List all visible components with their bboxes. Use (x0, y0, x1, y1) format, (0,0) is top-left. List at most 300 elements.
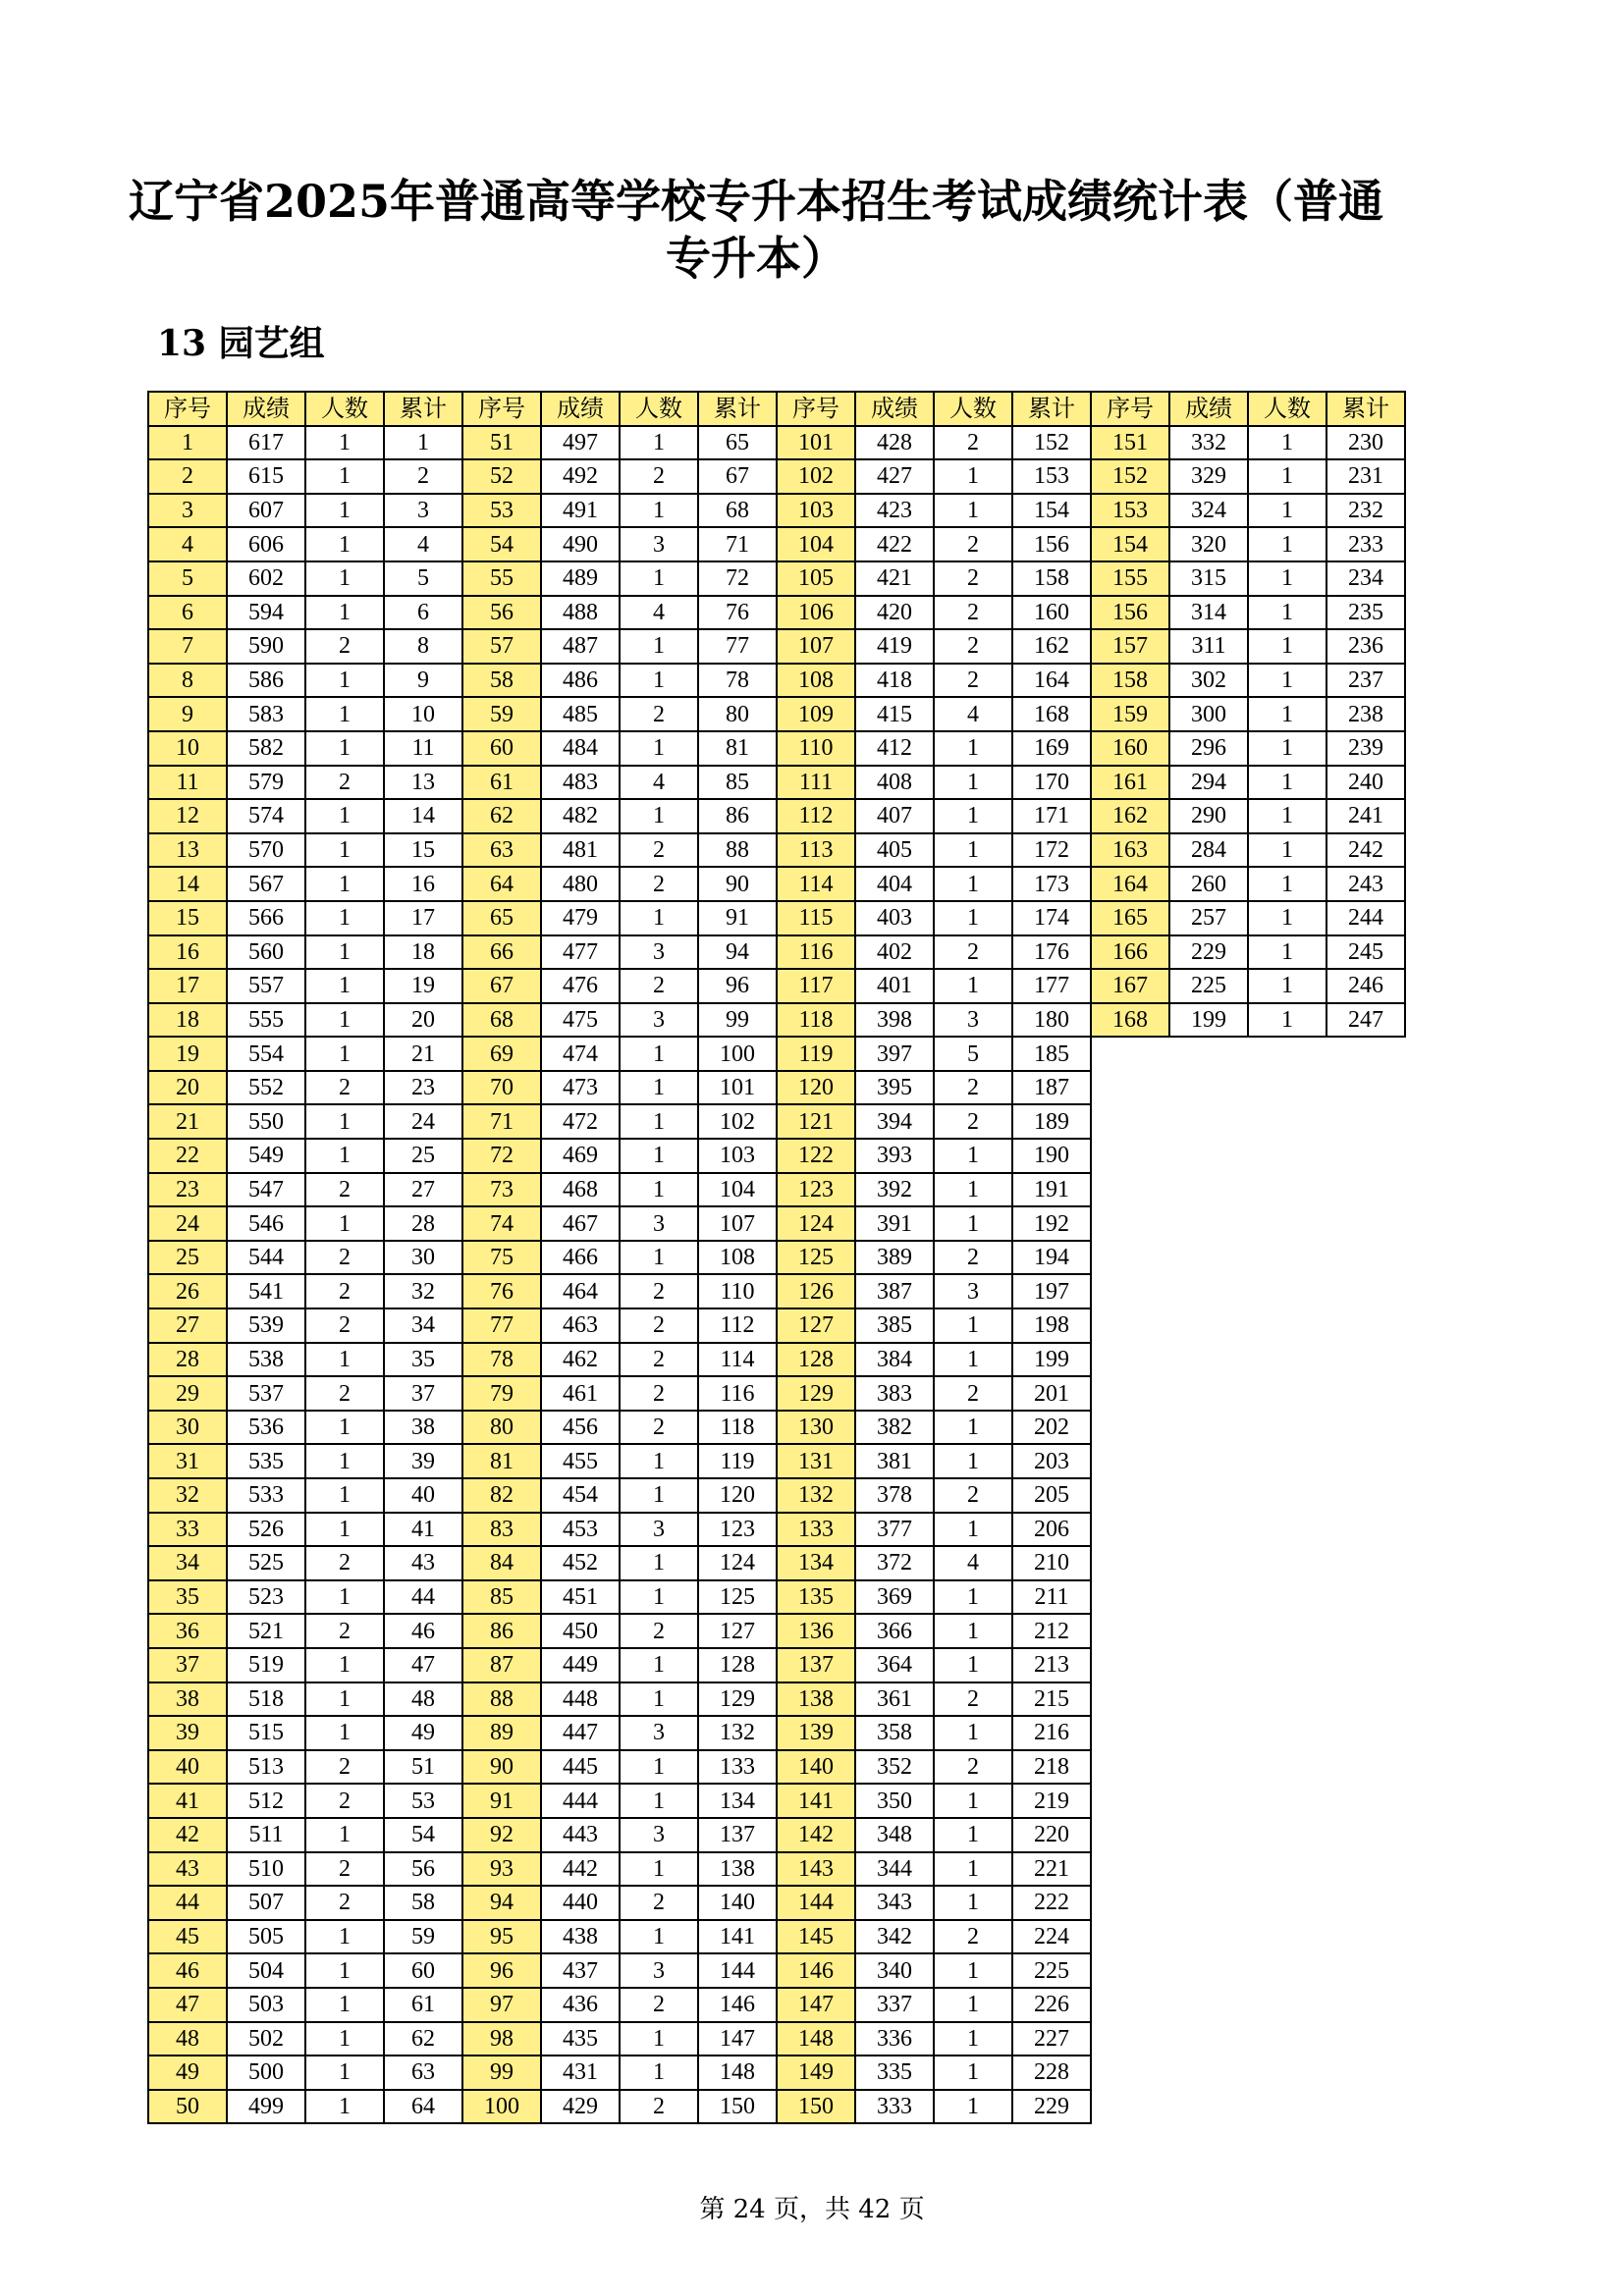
cumulative-cell: 133 (698, 1750, 777, 1785)
seq-cell: 71 (462, 1104, 541, 1139)
count-cell: 1 (934, 1784, 1012, 1818)
seq-cell: 122 (777, 1139, 855, 1173)
seq-cell: 98 (462, 2022, 541, 2056)
seq-cell: 62 (462, 799, 541, 833)
score-cell: 398 (855, 1003, 934, 1038)
seq-cell: 138 (777, 1682, 855, 1717)
seq-cell: 51 (462, 426, 541, 460)
table-row (777, 1513, 1091, 1547)
table-row (462, 1376, 777, 1411)
count-cell: 1 (1248, 561, 1326, 596)
table-row (462, 1953, 777, 1988)
cumulative-cell: 8 (384, 629, 462, 664)
count-cell: 1 (620, 664, 698, 698)
table-row (462, 1513, 777, 1547)
table-row (462, 697, 777, 731)
table-row (148, 1071, 462, 1105)
score-cell: 491 (541, 494, 620, 528)
seq-cell: 92 (462, 1818, 541, 1852)
seq-cell: 131 (777, 1444, 855, 1478)
count-cell: 1 (305, 1716, 384, 1750)
count-cell: 1 (934, 1818, 1012, 1852)
count-cell: 2 (934, 426, 1012, 460)
seq-cell: 149 (777, 2056, 855, 2090)
score-cell: 397 (855, 1037, 934, 1071)
score-cell: 499 (227, 2090, 305, 2124)
table-row (462, 1343, 777, 1377)
score-cell: 431 (541, 2056, 620, 2090)
count-cell: 1 (620, 901, 698, 935)
table-row (462, 799, 777, 833)
count-cell: 1 (934, 1716, 1012, 1750)
score-cell: 300 (1169, 697, 1248, 731)
count-cell: 4 (620, 596, 698, 630)
cumulative-cell: 154 (1012, 494, 1091, 528)
score-cell: 428 (855, 426, 934, 460)
score-cell: 480 (541, 867, 620, 901)
cumulative-cell: 90 (698, 867, 777, 901)
seq-cell: 111 (777, 766, 855, 800)
score-cell: 560 (227, 935, 305, 970)
count-cell: 2 (934, 629, 1012, 664)
cumulative-cell: 13 (384, 766, 462, 800)
score-cell: 566 (227, 901, 305, 935)
score-cell: 329 (1169, 459, 1248, 494)
count-cell: 4 (620, 766, 698, 800)
count-cell: 2 (934, 561, 1012, 596)
table-row (777, 2056, 1091, 2090)
seq-cell: 43 (148, 1852, 227, 1887)
cumulative-cell: 231 (1326, 459, 1405, 494)
score-cell: 383 (855, 1376, 934, 1411)
cumulative-cell: 247 (1326, 1003, 1405, 1038)
cumulative-cell: 229 (1012, 2090, 1091, 2124)
table-row (462, 1546, 777, 1580)
seq-cell: 94 (462, 1886, 541, 1920)
header-cumulative: 累计 (698, 392, 777, 426)
seq-cell: 3 (148, 494, 227, 528)
score-cell: 606 (227, 527, 305, 561)
seq-cell: 25 (148, 1241, 227, 1275)
table-row (148, 1886, 462, 1920)
count-cell: 1 (305, 1580, 384, 1615)
seq-cell: 160 (1091, 731, 1169, 766)
count-cell: 1 (1248, 935, 1326, 970)
table-row (462, 1818, 777, 1852)
score-cell: 472 (541, 1104, 620, 1139)
cumulative-cell: 168 (1012, 697, 1091, 731)
table-row (148, 494, 462, 528)
score-cell: 489 (541, 561, 620, 596)
seq-cell: 93 (462, 1852, 541, 1887)
cumulative-cell: 203 (1012, 1444, 1091, 1478)
score-cell: 385 (855, 1308, 934, 1343)
header-row (777, 392, 1091, 426)
cumulative-cell: 86 (698, 799, 777, 833)
table-row (1091, 833, 1405, 868)
table-row (462, 833, 777, 868)
score-cell: 369 (855, 1580, 934, 1615)
score-cell: 387 (855, 1274, 934, 1308)
seq-cell: 112 (777, 799, 855, 833)
cumulative-cell: 147 (698, 2022, 777, 2056)
score-table-block-4 (1090, 391, 1406, 1038)
cumulative-cell: 194 (1012, 1241, 1091, 1275)
table-row (777, 1173, 1091, 1207)
seq-cell: 35 (148, 1580, 227, 1615)
seq-cell: 27 (148, 1308, 227, 1343)
cumulative-cell: 1 (384, 426, 462, 460)
count-cell: 2 (305, 1071, 384, 1105)
table-row (462, 1580, 777, 1615)
count-cell: 1 (305, 1478, 384, 1513)
table-row (462, 494, 777, 528)
table-row (777, 596, 1091, 630)
count-cell: 1 (620, 426, 698, 460)
count-cell: 1 (934, 867, 1012, 901)
count-cell: 1 (305, 1920, 384, 1954)
score-cell: 314 (1169, 596, 1248, 630)
seq-cell: 1 (148, 426, 227, 460)
cumulative-cell: 213 (1012, 1648, 1091, 1682)
seq-cell: 115 (777, 901, 855, 935)
cumulative-cell: 201 (1012, 1376, 1091, 1411)
score-cell: 519 (227, 1648, 305, 1682)
cumulative-cell: 114 (698, 1343, 777, 1377)
table-row (148, 1818, 462, 1852)
seq-cell: 53 (462, 494, 541, 528)
table-row (777, 1580, 1091, 1615)
header-seq: 序号 (148, 392, 227, 426)
seq-cell: 8 (148, 664, 227, 698)
table-row (777, 766, 1091, 800)
score-cell: 440 (541, 1886, 620, 1920)
count-cell: 3 (934, 1274, 1012, 1308)
table-row (148, 1241, 462, 1275)
cumulative-cell: 242 (1326, 833, 1405, 868)
table-row (777, 1784, 1091, 1818)
score-cell: 260 (1169, 867, 1248, 901)
table-row (777, 1037, 1091, 1071)
score-cell: 442 (541, 1852, 620, 1887)
count-cell: 1 (1248, 664, 1326, 698)
cumulative-cell: 169 (1012, 731, 1091, 766)
count-cell: 1 (305, 731, 384, 766)
score-cell: 427 (855, 459, 934, 494)
score-cell: 507 (227, 1886, 305, 1920)
cumulative-cell: 171 (1012, 799, 1091, 833)
cumulative-cell: 99 (698, 1003, 777, 1038)
table-row (1091, 1003, 1405, 1038)
table-row (777, 1920, 1091, 1954)
count-cell: 1 (934, 833, 1012, 868)
count-cell: 1 (1248, 1003, 1326, 1038)
count-cell: 1 (1248, 901, 1326, 935)
score-cell: 479 (541, 901, 620, 935)
seq-cell: 61 (462, 766, 541, 800)
count-cell: 1 (934, 731, 1012, 766)
seq-cell: 95 (462, 1920, 541, 1954)
score-cell: 429 (541, 2090, 620, 2124)
count-cell: 1 (1248, 494, 1326, 528)
score-table-block-3 (776, 391, 1092, 2124)
table-row (1091, 969, 1405, 1003)
seq-cell: 158 (1091, 664, 1169, 698)
table-row (777, 1750, 1091, 1785)
score-cell: 447 (541, 1716, 620, 1750)
seq-cell: 164 (1091, 867, 1169, 901)
score-cell: 485 (541, 697, 620, 731)
seq-cell: 7 (148, 629, 227, 664)
table-row (148, 1784, 462, 1818)
table-row (148, 1614, 462, 1648)
score-cell: 555 (227, 1003, 305, 1038)
table-row (1091, 697, 1405, 731)
table-row (462, 1071, 777, 1105)
count-cell: 1 (1248, 867, 1326, 901)
count-cell: 2 (934, 935, 1012, 970)
cumulative-cell: 197 (1012, 1274, 1091, 1308)
score-cell: 324 (1169, 494, 1248, 528)
score-cell: 199 (1169, 1003, 1248, 1038)
seq-cell: 91 (462, 1784, 541, 1818)
seq-cell: 154 (1091, 527, 1169, 561)
seq-cell: 136 (777, 1614, 855, 1648)
cumulative-cell: 6 (384, 596, 462, 630)
score-cell: 407 (855, 799, 934, 833)
score-cell: 492 (541, 459, 620, 494)
table-row (777, 1139, 1091, 1173)
count-cell: 1 (934, 1444, 1012, 1478)
cumulative-cell: 148 (698, 2056, 777, 2090)
count-cell: 1 (305, 1953, 384, 1988)
table-row (777, 969, 1091, 1003)
cumulative-cell: 146 (698, 1988, 777, 2022)
table-row (462, 1206, 777, 1241)
count-cell: 1 (934, 1343, 1012, 1377)
table-row (1091, 901, 1405, 935)
count-cell: 1 (620, 1241, 698, 1275)
table-row (1091, 766, 1405, 800)
count-cell: 1 (934, 2090, 1012, 2124)
table-row (148, 1274, 462, 1308)
count-cell: 1 (305, 1139, 384, 1173)
seq-cell: 54 (462, 527, 541, 561)
score-cell: 567 (227, 867, 305, 901)
score-cell: 452 (541, 1546, 620, 1580)
count-cell: 1 (620, 1852, 698, 1887)
cumulative-cell: 170 (1012, 766, 1091, 800)
count-cell: 1 (934, 1308, 1012, 1343)
seq-cell: 23 (148, 1173, 227, 1207)
score-cell: 294 (1169, 766, 1248, 800)
count-cell: 1 (934, 1886, 1012, 1920)
count-cell: 2 (934, 527, 1012, 561)
seq-cell: 48 (148, 2022, 227, 2056)
score-cell: 448 (541, 1682, 620, 1717)
header-count: 人数 (1248, 392, 1326, 426)
table-row (462, 1648, 777, 1682)
count-cell: 4 (934, 697, 1012, 731)
table-row (148, 1750, 462, 1785)
seq-cell: 96 (462, 1953, 541, 1988)
table-row (148, 1478, 462, 1513)
seq-cell: 12 (148, 799, 227, 833)
count-cell: 1 (305, 459, 384, 494)
score-cell: 466 (541, 1241, 620, 1275)
seq-cell: 32 (148, 1478, 227, 1513)
count-cell: 2 (620, 1274, 698, 1308)
table-row (777, 1852, 1091, 1887)
table-row (148, 901, 462, 935)
seq-cell: 146 (777, 1953, 855, 1988)
cumulative-cell: 220 (1012, 1818, 1091, 1852)
cumulative-cell: 91 (698, 901, 777, 935)
seq-cell: 167 (1091, 969, 1169, 1003)
score-cell: 302 (1169, 664, 1248, 698)
table-row (777, 527, 1091, 561)
count-cell: 2 (620, 867, 698, 901)
score-cell: 523 (227, 1580, 305, 1615)
cumulative-cell: 21 (384, 1037, 462, 1071)
seq-cell: 155 (1091, 561, 1169, 596)
seq-cell: 77 (462, 1308, 541, 1343)
cumulative-cell: 15 (384, 833, 462, 868)
cumulative-cell: 152 (1012, 426, 1091, 460)
count-cell: 2 (620, 2090, 698, 2124)
table-row (462, 1852, 777, 1887)
score-cell: 337 (855, 1988, 934, 2022)
cumulative-cell: 198 (1012, 1308, 1091, 1343)
count-cell: 1 (934, 2056, 1012, 2090)
count-cell: 1 (934, 494, 1012, 528)
count-cell: 1 (934, 969, 1012, 1003)
seq-cell: 134 (777, 1546, 855, 1580)
score-cell: 455 (541, 1444, 620, 1478)
score-cell: 462 (541, 1343, 620, 1377)
table-row (148, 1037, 462, 1071)
cumulative-cell: 158 (1012, 561, 1091, 596)
seq-cell: 88 (462, 1682, 541, 1717)
count-cell: 1 (305, 697, 384, 731)
table-row (777, 1988, 1091, 2022)
seq-cell: 74 (462, 1206, 541, 1241)
cumulative-cell: 124 (698, 1546, 777, 1580)
score-cell: 361 (855, 1682, 934, 1717)
seq-cell: 63 (462, 833, 541, 868)
score-cell: 352 (855, 1750, 934, 1785)
seq-cell: 47 (148, 1988, 227, 2022)
cumulative-cell: 211 (1012, 1580, 1091, 1615)
table-row (1091, 426, 1405, 460)
table-row (777, 1478, 1091, 1513)
count-cell: 1 (305, 426, 384, 460)
count-cell: 3 (620, 1206, 698, 1241)
table-row (148, 1988, 462, 2022)
cumulative-cell: 243 (1326, 867, 1405, 901)
cumulative-cell: 174 (1012, 901, 1091, 935)
count-cell: 3 (620, 1818, 698, 1852)
seq-cell: 42 (148, 1818, 227, 1852)
count-cell: 2 (620, 1988, 698, 2022)
seq-cell: 101 (777, 426, 855, 460)
seq-cell: 9 (148, 697, 227, 731)
seq-cell: 70 (462, 1071, 541, 1105)
table-row (462, 969, 777, 1003)
cumulative-cell: 125 (698, 1580, 777, 1615)
cumulative-cell: 230 (1326, 426, 1405, 460)
table-row (148, 2090, 462, 2124)
score-cell: 541 (227, 1274, 305, 1308)
score-cell: 445 (541, 1750, 620, 1785)
count-cell: 1 (305, 901, 384, 935)
cumulative-cell: 137 (698, 1818, 777, 1852)
score-cell: 392 (855, 1173, 934, 1207)
table-row (462, 426, 777, 460)
cumulative-cell: 150 (698, 2090, 777, 2124)
score-cell: 538 (227, 1343, 305, 1377)
seq-cell: 28 (148, 1343, 227, 1377)
table-row (462, 1444, 777, 1478)
header-score: 成绩 (541, 392, 620, 426)
seq-cell: 152 (1091, 459, 1169, 494)
cumulative-cell: 39 (384, 1444, 462, 1478)
score-cell: 420 (855, 596, 934, 630)
cumulative-cell: 234 (1326, 561, 1405, 596)
cumulative-cell: 18 (384, 935, 462, 970)
score-cell: 340 (855, 1953, 934, 1988)
score-cell: 483 (541, 766, 620, 800)
seq-cell: 130 (777, 1411, 855, 1445)
table-row (462, 2022, 777, 2056)
table-row (777, 697, 1091, 731)
seq-cell: 113 (777, 833, 855, 868)
count-cell: 1 (934, 1513, 1012, 1547)
count-cell: 2 (934, 1478, 1012, 1513)
cumulative-cell: 192 (1012, 1206, 1091, 1241)
seq-cell: 37 (148, 1648, 227, 1682)
score-cell: 502 (227, 2022, 305, 2056)
table-row (462, 1478, 777, 1513)
cumulative-cell: 40 (384, 1478, 462, 1513)
count-cell: 1 (305, 664, 384, 698)
cumulative-cell: 9 (384, 664, 462, 698)
seq-cell: 118 (777, 1003, 855, 1038)
table-row (777, 1343, 1091, 1377)
seq-cell: 45 (148, 1920, 227, 1954)
cumulative-cell: 41 (384, 1513, 462, 1547)
count-cell: 2 (934, 1750, 1012, 1785)
score-cell: 481 (541, 833, 620, 868)
count-cell: 2 (305, 766, 384, 800)
seq-cell: 16 (148, 935, 227, 970)
score-cell: 405 (855, 833, 934, 868)
score-cell: 505 (227, 1920, 305, 1954)
table-row (148, 1173, 462, 1207)
cumulative-cell: 68 (698, 494, 777, 528)
count-cell: 1 (620, 494, 698, 528)
count-cell: 1 (620, 1648, 698, 1682)
cumulative-cell: 43 (384, 1546, 462, 1580)
count-cell: 1 (305, 1444, 384, 1478)
score-cell: 521 (227, 1614, 305, 1648)
count-cell: 1 (620, 1546, 698, 1580)
cumulative-cell: 215 (1012, 1682, 1091, 1717)
cumulative-cell: 119 (698, 1444, 777, 1478)
table-row (148, 697, 462, 731)
table-row (777, 833, 1091, 868)
cumulative-cell: 11 (384, 731, 462, 766)
